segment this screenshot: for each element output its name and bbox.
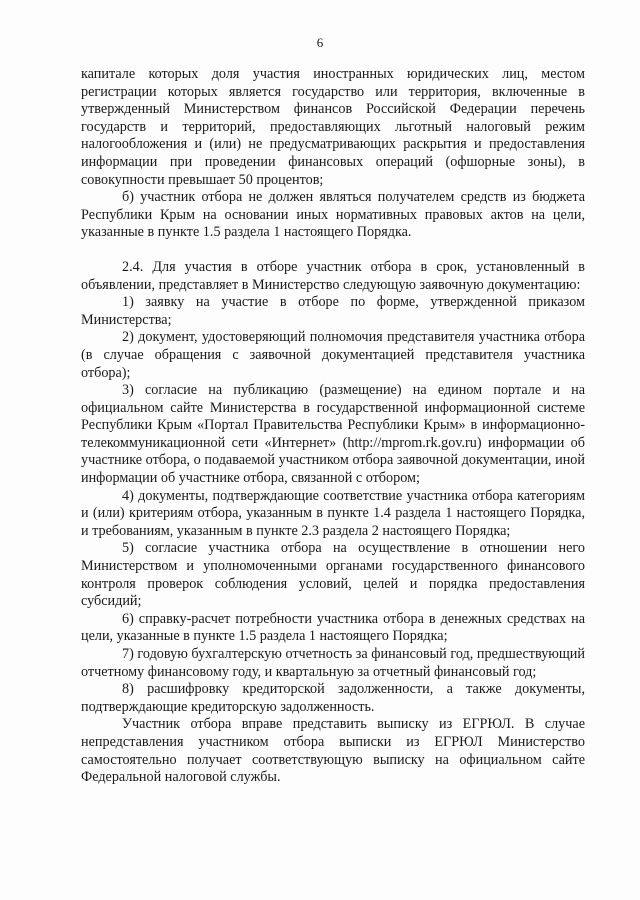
paragraph-offshore-continuation: капитале которых доля участия иностранных юридических лиц, местом регистрации которых является государство или территория, включенные в утвержденный Министерством финансов Российской Федерации перечень государств и территорий, предоставляющих льготный налоговый режим налогообложения и (или) не предусматривающих раскрытия и предоставления информации при проведении финансовых операций (офшорные зоны), в совокупности превышает 50 процентов; xyxy=(81,66,585,188)
document-body xyxy=(81,66,585,787)
list-item-6: 6) справку-расчет потребности участника отбора в денежных средствах на цели, указанные в пункте 1.5 раздела 1 настоящего Порядка; xyxy=(81,610,585,645)
paragraph-egrul: Участник отбора вправе представить выписку из ЕГРЮЛ. В случае непредставления участником отбора выписки из ЕГРЮЛ Министерство самостоятельно получает соответствующую выписку на официальном сайте Федеральной налоговой службы. xyxy=(81,716,585,786)
list-item-4: 4) документы, подтверждающие соответствие участника отбора категориям и (или) критериям отбора, указанным в пункте 1.4 раздела 1 настоящего Порядка, и требованиям, указанным в пункте 2.3 раздела 2 настоящего Порядка; xyxy=(81,487,585,539)
list-item-3: 3) согласие на публикацию (размещение) на едином портале и на официальном сайте Министерства в государственной информационной системе Республики Крым «Портал Правительства Республики Крым» в информационно-телекоммуникационной сети «Интернет» (http://mprom.rk.gov.ru) информации об участнике отбора, о подаваемой участником отбора заявочной документации, иной информации об участнике отбора, связанной с отбором; xyxy=(81,382,585,487)
list-item-8: 8) расшифровку кредиторской задолженности, а также документы, подтверждающие кредиторскую задолженность. xyxy=(81,681,585,715)
page-number: 6 xyxy=(316,35,324,50)
paragraph-2-4: 2.4. Для участия в отборе участник отбора в срок, установленный в объявлении, представляет в Министерство следующую заявочную документацию: xyxy=(81,258,585,293)
list-item-1: 1) заявку на участие в отборе по форме, утвержденной приказом Министерства; xyxy=(81,294,585,328)
paragraph-item-b: б) участник отбора не должен являться получателем средств из бюджета Республики Крым на основании иных нормативных правовых актов на цели, указанные в пункте 1.5 раздела 1 настоящего Порядка. xyxy=(81,189,585,241)
list-item-7: 7) годовую бухгалтерскую отчетность за финансовый год, предшествующий отчетному финансовому году, и квартальную за отчетный финансовый год; xyxy=(81,646,585,680)
list-item-5: 5) согласие участника отбора на осуществление в отношении него Министерством и уполномоченными органами государственного финансового контроля проверок соблюдения условий, целей и порядка предоставления субсидий; xyxy=(81,540,585,610)
list-item-2: 2) документ, удостоверяющий полномочия представителя участника отбора (в случае обращения с заявочной документацией представителя участника отбора); xyxy=(81,329,585,381)
